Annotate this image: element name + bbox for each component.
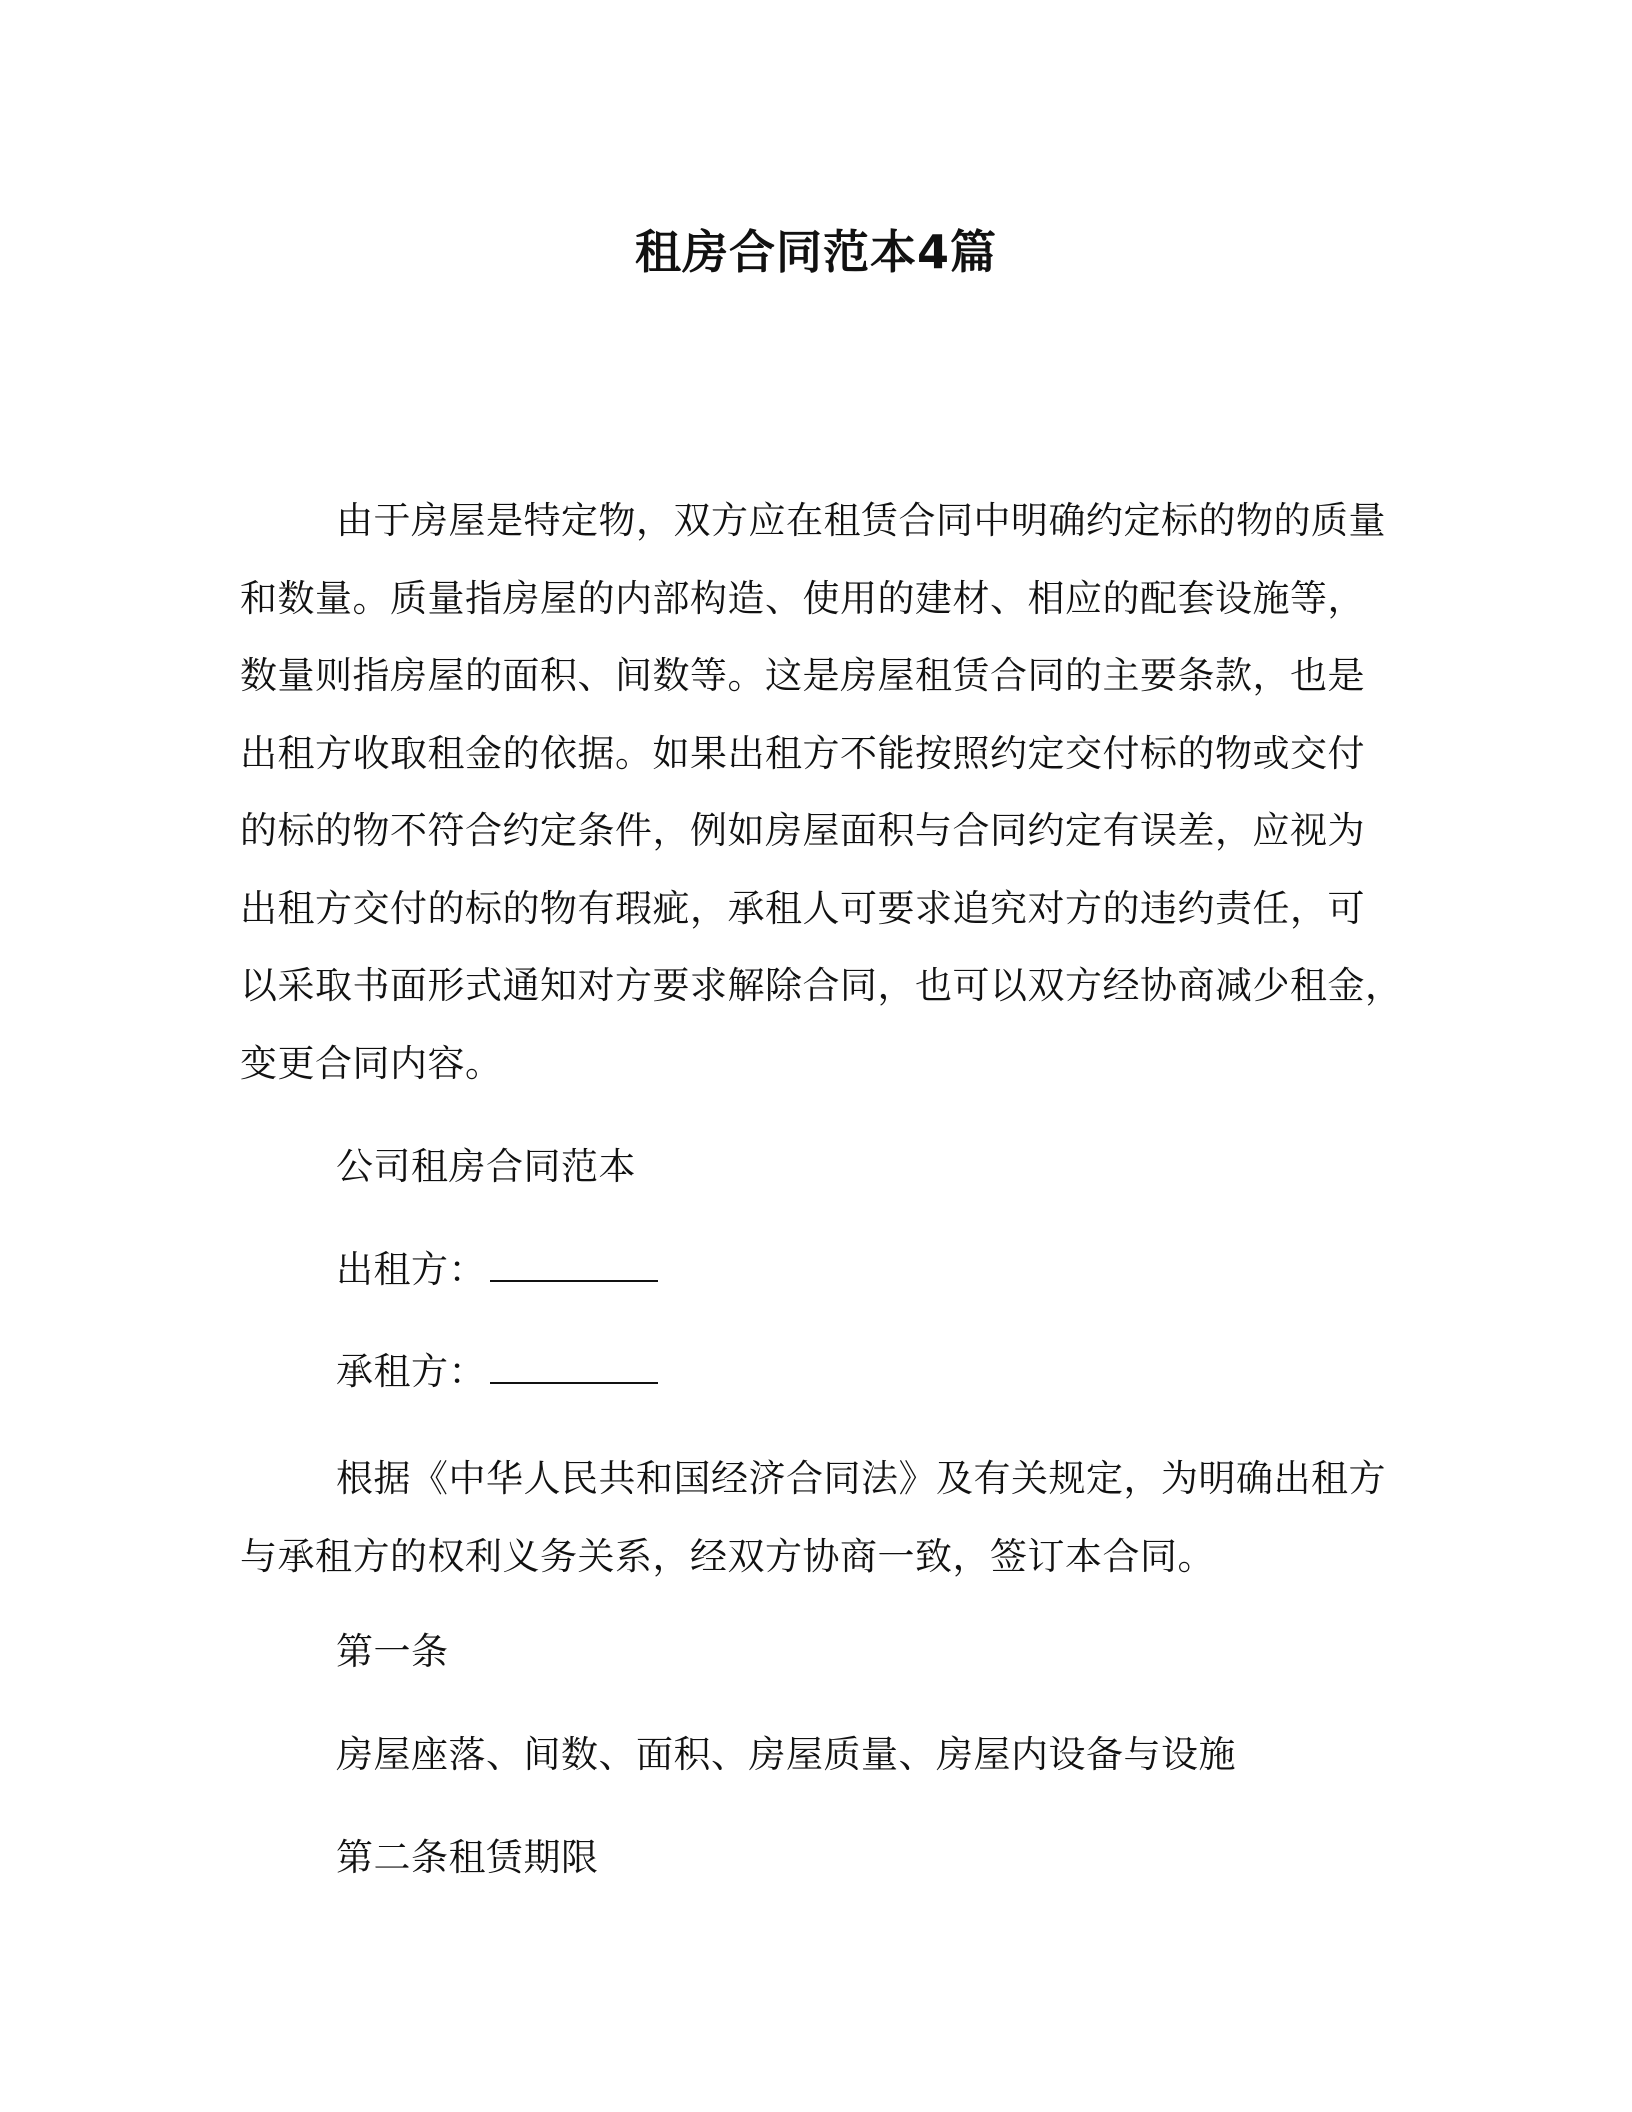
lessor-line	[336, 1240, 658, 1300]
lessee-blank[interactable]	[490, 1352, 658, 1384]
intro-line: 变更合同内容。	[240, 1041, 503, 1085]
intro-line: 数量则指房屋的面积、间数等。这是房屋租赁合同的主要条款，也是	[240, 654, 1365, 697]
article-one-heading: 第一条	[336, 1630, 449, 1673]
intro-line: 的标的物不符合约定条件，例如房屋面积与合同约定有误差，应视为	[240, 809, 1365, 852]
intro-paragraph	[240, 482, 1403, 1102]
basis-paragraph	[240, 1440, 1400, 1595]
lessor-label: 出租方：	[336, 1248, 486, 1291]
intro-line: 和数量。质量指房屋的内部构造、使用的建材、相应的配套设施等，	[240, 576, 1365, 620]
intro-line: 以采取书面形式通知对方要求解除合同，也可以双方经协商减少租金，	[240, 964, 1403, 1007]
intro-line: 由于房屋是特定物，双方应在租赁合同中明确约定标的物的质量	[336, 499, 1386, 542]
lessee-line	[336, 1342, 658, 1402]
contract-subtitle: 公司租房合同范本	[336, 1145, 636, 1188]
lessee-label: 承租方：	[336, 1350, 486, 1393]
article-two-heading: 第二条租赁期限	[336, 1836, 599, 1879]
document-title: 租房合同范本4篇	[634, 225, 997, 279]
basis-line: 与承租方的权利义务关系，经双方协商一致，签订本合同。	[240, 1534, 1215, 1578]
intro-line: 出租方交付的标的物有瑕疵，承租人可要求追究对方的违约责任，可	[240, 886, 1365, 930]
basis-line: 根据《中华人民共和国经济合同法》及有关规定，为明确出租方	[336, 1457, 1386, 1500]
intro-line: 出租方收取租金的依据。如果出租方不能按照约定交付标的物或交付	[240, 731, 1365, 775]
article-one-content: 房屋座落、间数、面积、房屋质量、房屋内设备与设施	[336, 1733, 1236, 1776]
lessor-blank[interactable]	[490, 1250, 658, 1282]
